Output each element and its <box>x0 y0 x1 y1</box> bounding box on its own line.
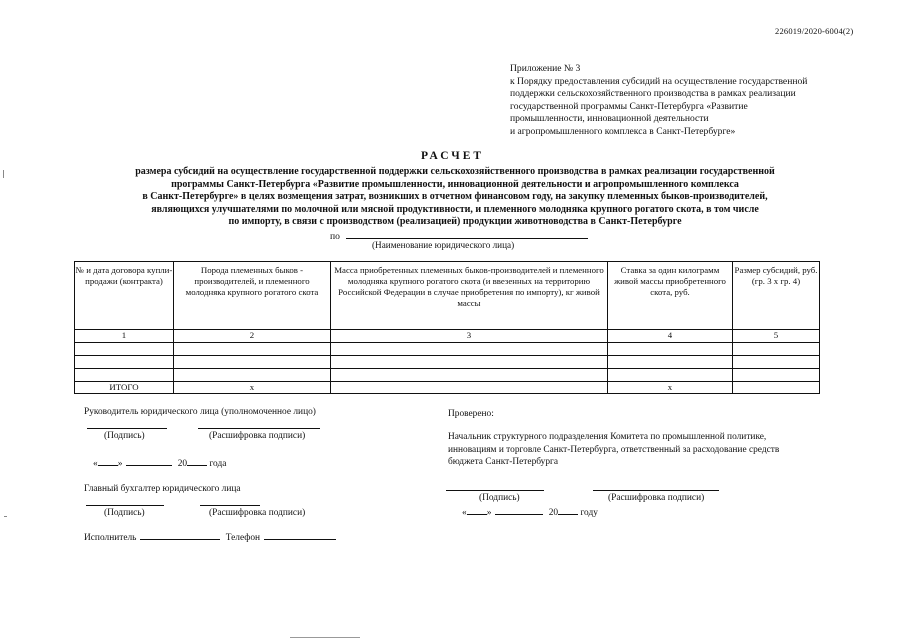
phone-blank[interactable] <box>264 531 336 540</box>
phone-label: Телефон <box>225 533 261 543</box>
year-suffix: года <box>209 459 227 469</box>
total-subsidy-cell[interactable] <box>733 382 820 394</box>
table-cell[interactable] <box>174 356 331 369</box>
subsidy-table <box>74 261 820 394</box>
column-number: 2 <box>174 330 331 343</box>
month-blank[interactable] <box>495 506 543 515</box>
subtitle-line: программы Санкт-Петербурга «Развитие промышленности, инновационной деятельности и агропромышленного комплекса <box>171 178 739 190</box>
accountant-title: Главный бухгалтер юридического лица <box>84 484 241 494</box>
document-number: 226019/2020-6004(2) <box>775 26 854 36</box>
table-cell[interactable] <box>75 356 174 369</box>
organization-name-caption: (Наименование юридического лица) <box>372 240 515 250</box>
official-line: бюджета Санкт-Петербурга <box>448 457 559 467</box>
table-row <box>75 330 820 343</box>
po-label: по <box>330 231 340 242</box>
table-row <box>75 356 820 369</box>
head-title: Руководитель юридического лица (уполномоченное лицо) <box>84 407 316 417</box>
column-number: 3 <box>331 330 608 343</box>
table-cell[interactable] <box>174 343 331 356</box>
official-decode-label: (Расшифровка подписи) <box>608 493 705 503</box>
official-sign-label: (Подпись) <box>479 493 520 503</box>
table-cell[interactable] <box>733 356 820 369</box>
document-subtitle <box>60 166 850 229</box>
subtitle-line: являющихся улучшателями по молочной или мясной продуктивности, и племенного молодняка крупного рогатого скота, в том числе <box>151 203 759 215</box>
appendix-line: промышленности, инновационной деятельности <box>510 113 709 125</box>
appendix-line: Приложение № 3 <box>510 63 581 74</box>
total-label: ИТОГО <box>75 382 174 394</box>
table-cell[interactable] <box>608 356 733 369</box>
accountant-decode-line[interactable] <box>200 505 260 506</box>
header-contract: № и дата договора купли-продажи (контракта) <box>75 262 174 330</box>
executor-row <box>84 531 336 543</box>
date-open-quote: « <box>93 459 98 469</box>
header-mass: Масса приобретенных племенных быков-производителей и племенного молодняка крупного рогатого скота (и ввезенных на территорию Российской Федерации в случае приобретения по импорту), кг живой массы <box>331 262 608 330</box>
executor-blank[interactable] <box>140 531 220 540</box>
scan-mark <box>3 170 4 178</box>
table-cell[interactable] <box>331 356 608 369</box>
year-prefix: 20 <box>548 508 559 518</box>
accountant-signature-line[interactable] <box>86 505 164 506</box>
official-decode-line[interactable] <box>593 490 719 491</box>
official-signature-line[interactable] <box>446 490 544 491</box>
appendix-block <box>510 63 807 139</box>
official-line: Начальник структурного подразделения Комитета по промышленной политике, <box>448 432 767 442</box>
column-number: 1 <box>75 330 174 343</box>
head-sign-label: (Подпись) <box>104 431 145 441</box>
head-decode-label: (Расшифровка подписи) <box>209 431 306 441</box>
official-date[interactable] <box>462 506 598 518</box>
day-blank[interactable] <box>467 506 487 515</box>
checked-label: Проверено: <box>448 409 494 419</box>
year-suffix: году <box>580 508 598 518</box>
appendix-line: к Порядку предоставления субсидий на осуществление государственной <box>510 75 808 87</box>
total-rate-x: х <box>608 382 733 394</box>
total-mass-cell[interactable] <box>331 382 608 394</box>
table-cell[interactable] <box>331 343 608 356</box>
head-decode-line[interactable] <box>198 428 320 429</box>
official-line: инновациям и торговле Санкт-Петербурга, ответственный за расходование средств <box>448 444 780 455</box>
year-blank[interactable] <box>558 506 578 515</box>
table-cell[interactable] <box>733 343 820 356</box>
accountant-sign-label: (Подпись) <box>104 508 145 518</box>
column-number: 4 <box>608 330 733 343</box>
date-close-quote: » <box>117 459 123 469</box>
year-blank[interactable] <box>187 457 207 466</box>
official-block <box>448 431 779 469</box>
scan-mark <box>290 637 360 638</box>
total-breed-x: х <box>174 382 331 394</box>
appendix-line: и агропромышленного комплекса в Санкт-Петербурге» <box>510 125 736 137</box>
table-cell[interactable] <box>75 369 174 382</box>
column-number: 5 <box>733 330 820 343</box>
table-cell[interactable] <box>174 369 331 382</box>
subtitle-line: размера субсидий на осуществление государственной поддержки сельскохозяйственного производства в рамках реализации государственной <box>135 166 775 177</box>
header-subsidy: Размер субсидий, руб. (гр. 3 х гр. 4) <box>733 262 820 330</box>
table-header-row <box>75 262 820 330</box>
table-cell[interactable] <box>75 343 174 356</box>
month-blank[interactable] <box>126 457 172 466</box>
subtitle-line: в Санкт-Петербурге» в целях возмещения затрат, возникших в отчетном финансовом году, на закупку племенных быков-производителей, <box>142 191 768 202</box>
document-title: РАСЧЕТ <box>420 150 485 162</box>
executor-label: Исполнитель <box>84 533 137 543</box>
accountant-decode-label: (Расшифровка подписи) <box>209 508 306 518</box>
table-cell[interactable] <box>608 369 733 382</box>
subtitle-line: по импорту, в связи с производством (реализацией) продукции животноводства в Санкт-Петербурге <box>228 216 682 227</box>
table-cell[interactable] <box>608 343 733 356</box>
table-row <box>75 369 820 382</box>
date-close-quote: » <box>486 508 492 518</box>
header-breed: Порода племенных быков - производителей, и племенного молодняка крупного рогатого скота <box>174 262 331 330</box>
head-date[interactable] <box>93 457 226 469</box>
organization-name-underline <box>346 229 588 239</box>
scan-mark <box>4 516 7 517</box>
appendix-line: поддержки сельскохозяйственного производства в рамках реализации <box>510 88 796 100</box>
day-blank[interactable] <box>98 457 118 466</box>
table-cell[interactable] <box>733 369 820 382</box>
table-cell[interactable] <box>331 369 608 382</box>
appendix-line: государственной программы Санкт-Петербурга «Развитие <box>510 100 748 112</box>
date-open-quote: « <box>462 508 467 518</box>
year-prefix: 20 <box>177 459 188 469</box>
header-rate: Ставка за один килограмм живой массы приобретенного скота, руб. <box>608 262 733 330</box>
head-signature-line[interactable] <box>87 428 167 429</box>
table-total-row <box>75 382 820 394</box>
table-row <box>75 343 820 356</box>
